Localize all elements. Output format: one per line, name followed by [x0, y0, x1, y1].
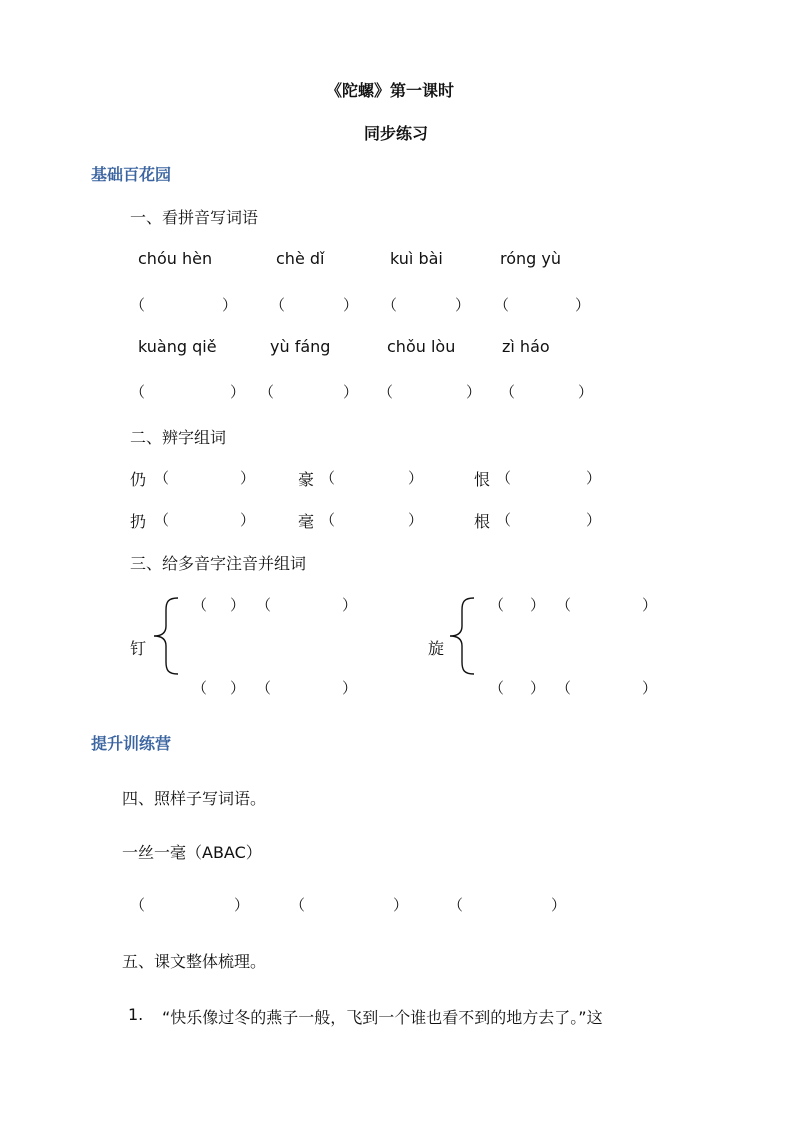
answer-bracket-open: （: [192, 596, 208, 614]
answer-bracket-close: ）: [408, 511, 424, 529]
answer-bracket-open: （: [378, 383, 394, 401]
answer-bracket-close: ）: [551, 896, 567, 914]
pinyin-item: kuì bài: [390, 249, 443, 268]
polyphone-character: 钉: [130, 639, 147, 658]
answer-bracket-close: ）: [586, 469, 602, 487]
character: 恨: [474, 470, 491, 489]
answer-bracket-open: （: [259, 383, 275, 401]
answer-bracket-open: （: [256, 679, 272, 697]
pinyin-item: yù fáng: [270, 337, 331, 356]
answer-bracket-close: ）: [578, 383, 594, 401]
answer-bracket-open: （: [382, 296, 398, 314]
answer-bracket-open: （: [320, 511, 336, 529]
answer-bracket-open: （: [556, 679, 572, 697]
answer-bracket-close: ）: [342, 679, 358, 697]
answer-bracket-close: ）: [230, 679, 246, 697]
answer-bracket-close: ）: [342, 596, 358, 614]
answer-bracket-open: （: [192, 679, 208, 697]
answer-bracket-open: （: [448, 896, 464, 914]
answer-bracket-close: ）: [408, 469, 424, 487]
answer-bracket-open: （: [290, 896, 306, 914]
character: 根: [474, 512, 491, 531]
answer-bracket-close: ）: [455, 296, 471, 314]
pinyin-item: chǒu lòu: [387, 337, 456, 356]
answer-bracket-close: ）: [393, 896, 409, 914]
answer-bracket-open: （: [496, 511, 512, 529]
brace-icon: [150, 596, 180, 676]
question-3-label: 三、给多音字注音并组词: [130, 554, 307, 573]
question-2-label: 二、辨字组词: [130, 428, 227, 447]
list-item-number: 1.: [128, 1005, 144, 1024]
character: 仍: [130, 470, 147, 489]
answer-bracket-open: （: [496, 469, 512, 487]
answer-bracket-open: （: [270, 296, 286, 314]
answer-bracket-open: （: [130, 296, 146, 314]
pinyin-item: chóu hèn: [138, 249, 213, 268]
answer-bracket-close: ）: [343, 296, 359, 314]
pinyin-item: kuàng qiě: [138, 337, 217, 356]
answer-bracket-close: ）: [642, 679, 658, 697]
answer-bracket-open: （: [154, 469, 170, 487]
pinyin-item: róng yù: [500, 249, 562, 268]
question-1-label: 一、看拼音写词语: [130, 208, 259, 227]
character: 豪: [298, 470, 315, 489]
answer-bracket-close: ）: [222, 296, 238, 314]
answer-bracket-open: （: [556, 596, 572, 614]
question-4-label: 四、照样子写词语。: [122, 789, 267, 808]
answer-bracket-open: （: [154, 511, 170, 529]
answer-bracket-close: ）: [240, 511, 256, 529]
answer-bracket-close: ）: [230, 596, 246, 614]
answer-bracket-open: （: [500, 383, 516, 401]
pinyin-item: zì háo: [502, 337, 550, 356]
section-heading-advanced: 提升训练营: [91, 734, 172, 753]
answer-bracket-close: ）: [466, 383, 482, 401]
answer-bracket-close: ）: [240, 469, 256, 487]
section-heading-basic: 基础百花园: [91, 165, 172, 184]
answer-bracket-open: （: [494, 296, 510, 314]
answer-bracket-open: （: [489, 679, 505, 697]
answer-bracket-close: ）: [230, 383, 246, 401]
answer-bracket-open: （: [489, 596, 505, 614]
answer-bracket-close: ）: [234, 896, 250, 914]
polyphone-character: 旋: [428, 639, 445, 658]
question-5-label: 五、课文整体梳理。: [122, 952, 267, 971]
answer-bracket-close: ）: [575, 296, 591, 314]
example-text: 一丝一毫（ABAC）: [122, 843, 262, 862]
character: 毫: [298, 512, 315, 531]
answer-bracket-close: ）: [586, 511, 602, 529]
answer-bracket-close: ）: [530, 679, 546, 697]
answer-bracket-open: （: [256, 596, 272, 614]
answer-bracket-open: （: [320, 469, 336, 487]
page-title: 《陀螺》第一课时: [326, 81, 455, 100]
pinyin-item: chè dǐ: [276, 249, 325, 268]
page-subtitle: 同步练习: [364, 124, 429, 143]
brace-icon: [446, 596, 476, 676]
answer-bracket-open: （: [130, 896, 146, 914]
list-item-text: “快乐像过冬的燕子一般，飞到一个谁也看不到的地方去了。”这: [162, 1008, 603, 1027]
answer-bracket-close: ）: [530, 596, 546, 614]
answer-bracket-close: ）: [343, 383, 359, 401]
answer-bracket-close: ）: [642, 596, 658, 614]
character: 扔: [130, 512, 147, 531]
answer-bracket-open: （: [130, 383, 146, 401]
